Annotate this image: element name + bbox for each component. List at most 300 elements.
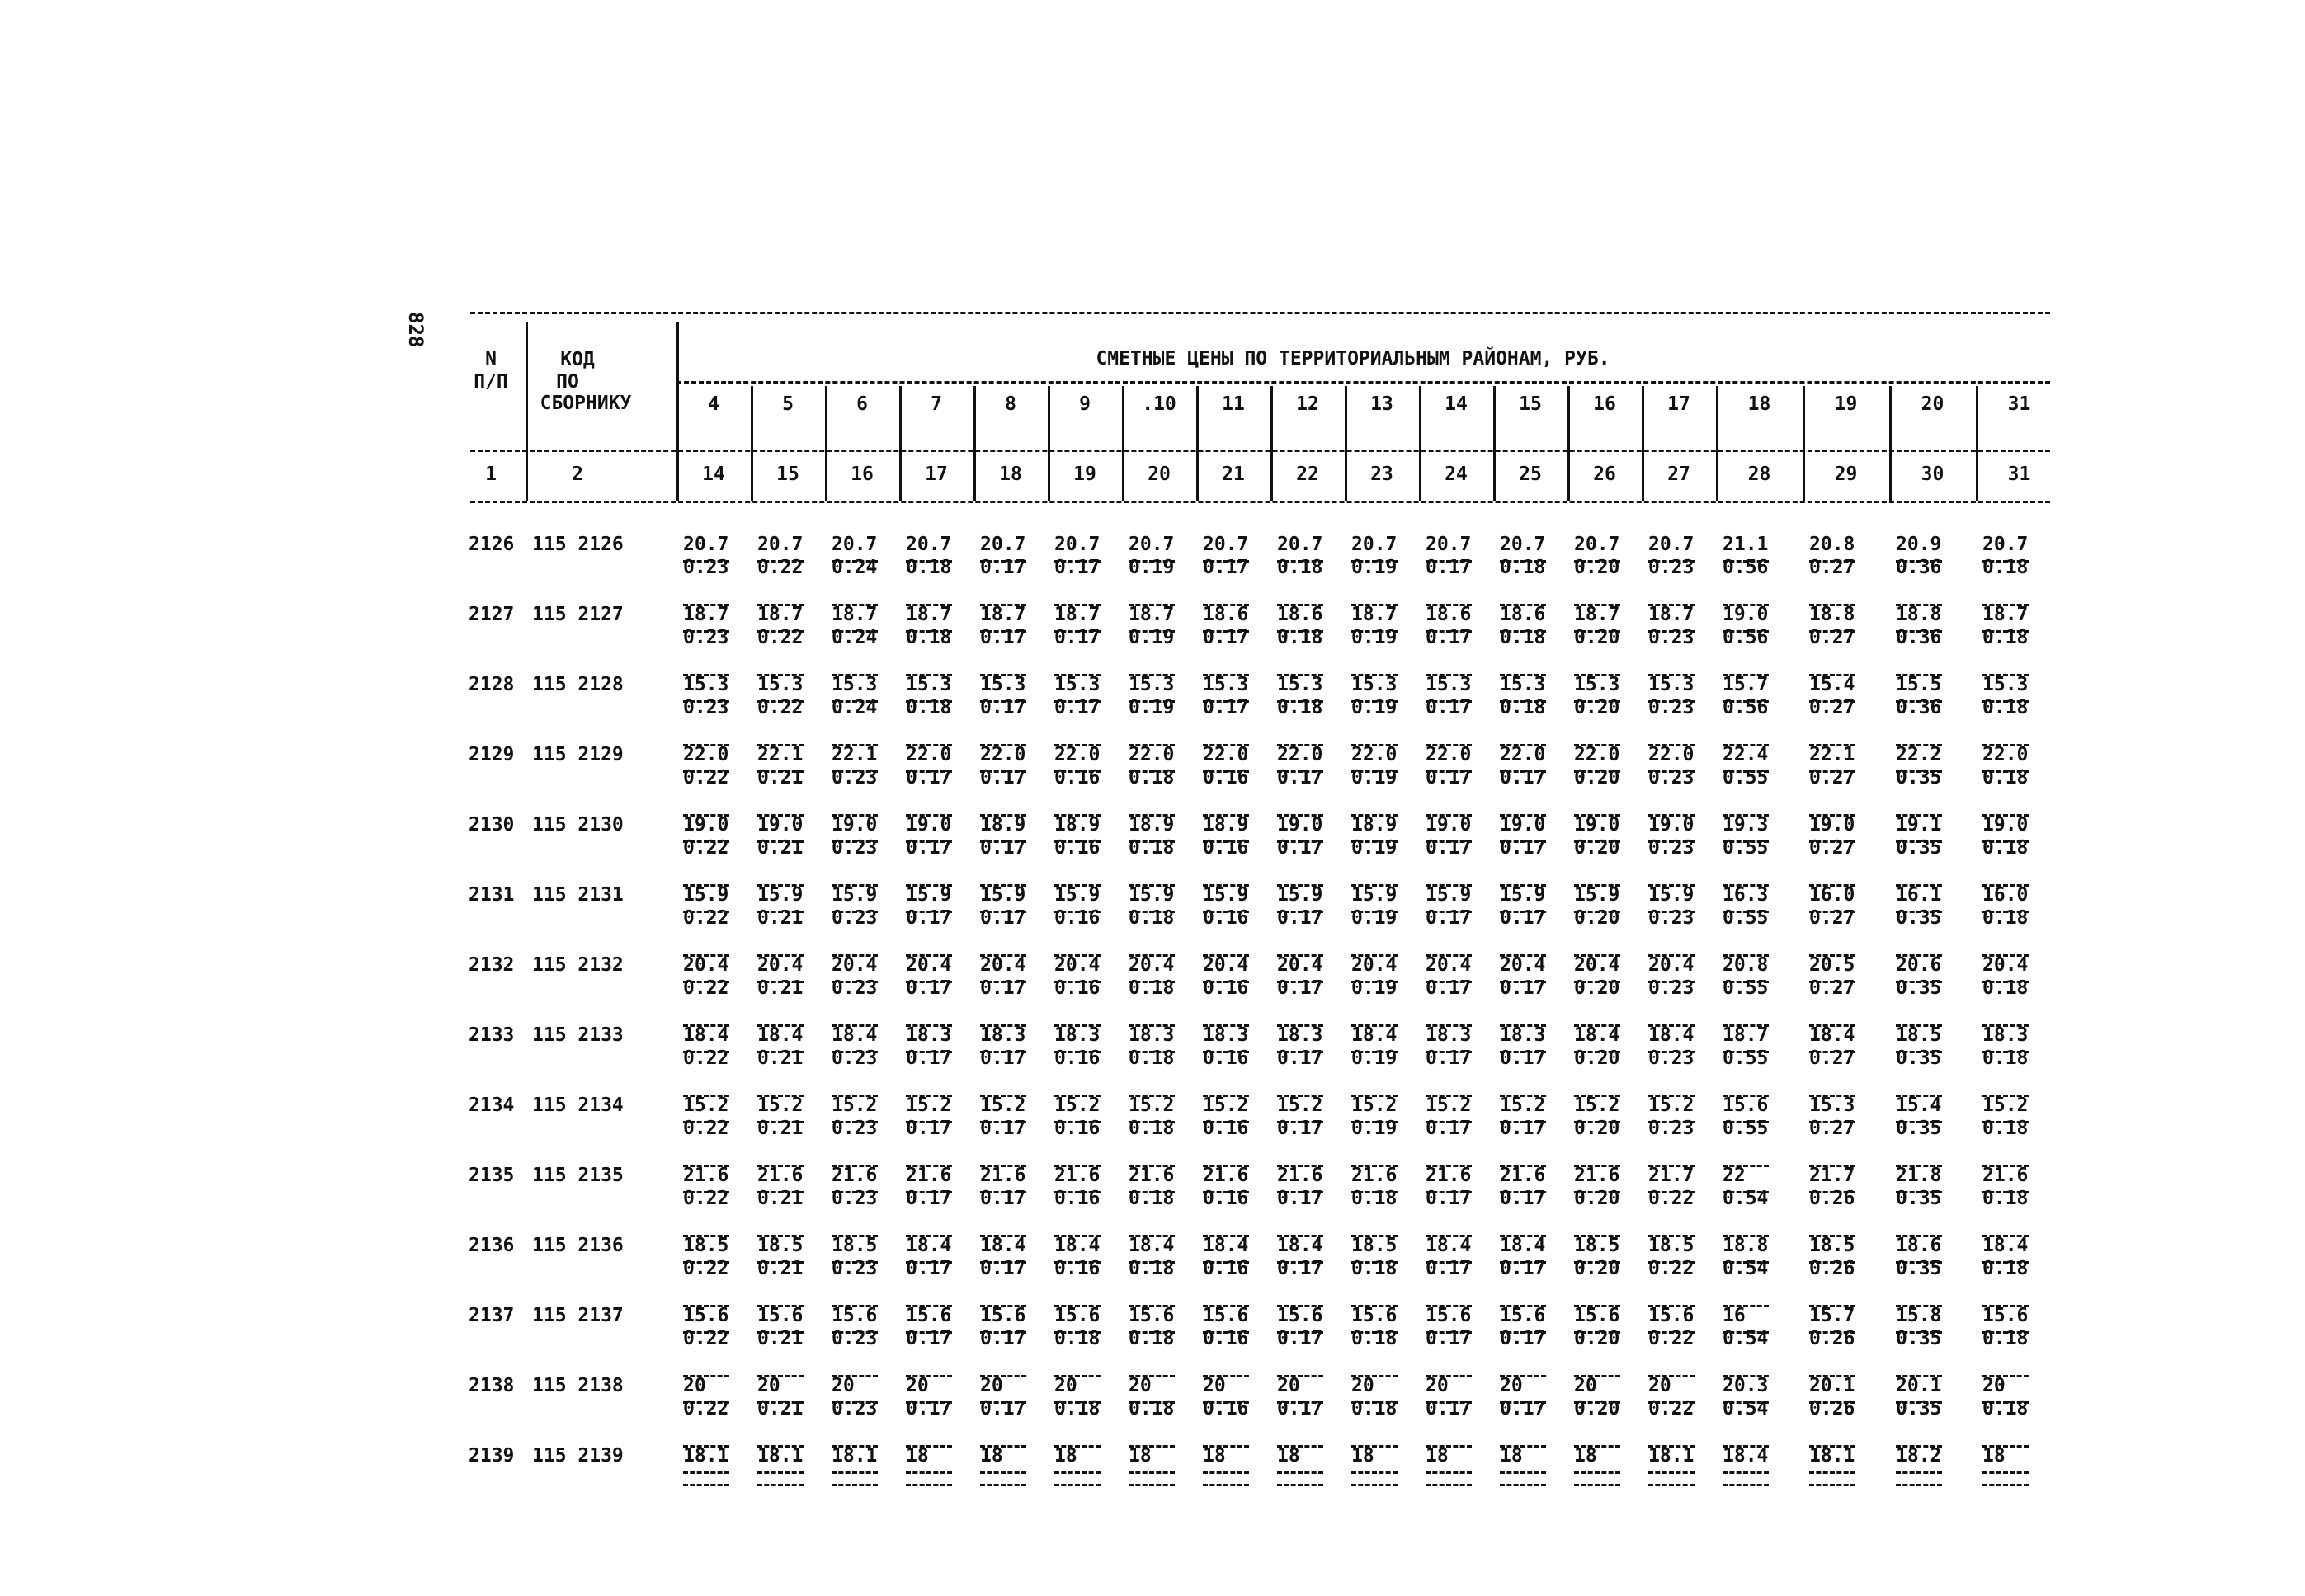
price-value: 18 — [1351, 1445, 1374, 1467]
price-value: 15.2 — [1982, 1095, 2029, 1116]
column-number: 26 — [1593, 464, 1616, 485]
fraction-rule — [1896, 1484, 1942, 1486]
price-value: 15.6 — [1723, 1095, 1769, 1116]
price-value: 0.18 — [1982, 1398, 2029, 1419]
price-value: 15.9 — [906, 884, 952, 906]
price-value: 18.5 — [1896, 1024, 1942, 1046]
price-value: 0.17 — [906, 1048, 952, 1069]
price-value: 18.5 — [1809, 1235, 1855, 1256]
price-value: 0.21 — [757, 767, 804, 789]
price-value: 0.55 — [1723, 977, 1769, 999]
fraction-rule — [683, 1471, 729, 1474]
price-value: 0.16 — [1203, 1048, 1249, 1069]
price-value: 15.4 — [1809, 674, 1855, 695]
price-value: 0.17 — [1426, 697, 1472, 718]
price-value: 20.4 — [683, 954, 729, 976]
price-value: 0.16 — [1054, 767, 1101, 789]
price-value: 15.4 — [1896, 1095, 1942, 1116]
price-value: 0.18 — [1277, 557, 1323, 578]
price-value: 0.22 — [757, 627, 804, 648]
price-value: 20 — [1426, 1375, 1449, 1396]
header-title: СМЕТНЫЕ ЦЕНЫ ПО ТЕРРИТОРИАЛЬНЫМ РАЙОНАМ, РУБ. — [1096, 348, 1610, 370]
region-number: 11 — [1222, 393, 1245, 415]
price-value: 0.18 — [1982, 697, 2029, 718]
fraction-rule — [1054, 1484, 1101, 1486]
price-value: 0.21 — [757, 1188, 804, 1209]
row-number: 2134 — [469, 1095, 515, 1116]
price-value: 0.17 — [1426, 767, 1472, 789]
price-value: 18.8 — [1809, 604, 1855, 625]
price-value: 20.7 — [832, 534, 878, 555]
price-value: 21.6 — [1500, 1165, 1546, 1186]
price-value: 15.2 — [1129, 1095, 1175, 1116]
price-value: 21.6 — [1203, 1165, 1249, 1186]
price-value: 0.17 — [1500, 907, 1546, 929]
price-value: 15.6 — [1351, 1305, 1398, 1326]
price-value: 18.7 — [1054, 604, 1101, 625]
price-value: 0.27 — [1809, 1048, 1855, 1069]
price-value: 20.6 — [1896, 954, 1942, 976]
price-value: 0.55 — [1723, 837, 1769, 859]
price-value: 0.18 — [1982, 557, 2029, 578]
price-value: 15.3 — [1809, 1095, 1855, 1116]
price-value: 0.17 — [1277, 907, 1323, 929]
price-value: 21.6 — [757, 1165, 804, 1186]
price-value: 0.17 — [1500, 1048, 1546, 1069]
price-value: 15.9 — [1129, 884, 1175, 906]
price-value: 0.18 — [1129, 1398, 1175, 1419]
price-value: 18.4 — [1982, 1235, 2029, 1256]
region-number: 5 — [782, 393, 794, 415]
price-value: 0.18 — [906, 557, 952, 578]
region-column-divider — [1976, 386, 1978, 501]
price-value: 15.3 — [1982, 674, 2029, 695]
price-value: 0.22 — [757, 557, 804, 578]
price-value: 0.17 — [1426, 1118, 1472, 1139]
price-value: 18 — [1500, 1445, 1523, 1467]
price-value: 18.4 — [1500, 1235, 1546, 1256]
price-value: 20 — [1648, 1375, 1671, 1396]
price-value: 0.21 — [757, 1118, 804, 1139]
column-number: 27 — [1667, 464, 1690, 485]
price-value: 22.0 — [980, 744, 1026, 765]
price-value: 15.9 — [683, 884, 729, 906]
column-number: 19 — [1073, 464, 1096, 485]
price-value: 15.3 — [1574, 674, 1620, 695]
price-value: 22 — [1723, 1165, 1746, 1186]
price-value: 15.6 — [1277, 1305, 1323, 1326]
column-number: 22 — [1296, 464, 1319, 485]
price-value: 15.6 — [1203, 1305, 1249, 1326]
region-column-divider — [1122, 386, 1124, 501]
region-number: 15 — [1519, 393, 1542, 415]
price-value: 0.18 — [1129, 837, 1175, 859]
price-value: 18.5 — [683, 1235, 729, 1256]
price-value: 0.17 — [1426, 627, 1472, 648]
price-value: 0.16 — [1203, 1398, 1249, 1419]
price-value: 0.19 — [1351, 767, 1398, 789]
price-value: 15.2 — [683, 1095, 729, 1116]
fraction-rule — [1500, 1484, 1546, 1486]
price-value: 0.18 — [1129, 767, 1175, 789]
fraction-rule — [906, 1484, 952, 1486]
price-value: 0.18 — [1277, 627, 1323, 648]
price-value: 18.4 — [906, 1235, 952, 1256]
price-value: 0.16 — [1203, 907, 1249, 929]
price-value: 0.19 — [1351, 837, 1398, 859]
price-value: 0.23 — [832, 1258, 878, 1279]
price-value: 15.9 — [1574, 884, 1620, 906]
price-value: 18.8 — [1896, 604, 1942, 625]
price-value: 0.54 — [1723, 1328, 1769, 1349]
price-value: 15.3 — [906, 674, 952, 695]
column-number: 16 — [851, 464, 874, 485]
region-column-divider — [1196, 386, 1199, 501]
price-value: 18.7 — [832, 604, 878, 625]
column-number: 25 — [1519, 464, 1542, 485]
price-value: 22.0 — [1426, 744, 1472, 765]
region-number: 4 — [708, 393, 719, 415]
price-value: 22.0 — [1351, 744, 1398, 765]
price-value: 0.22 — [683, 1118, 729, 1139]
price-value: 20 — [1500, 1375, 1523, 1396]
price-value: 0.17 — [906, 907, 952, 929]
price-value: 20.7 — [1351, 534, 1398, 555]
price-value: 0.23 — [832, 1118, 878, 1139]
price-value: 15.3 — [980, 674, 1026, 695]
price-value: 21.6 — [1054, 1165, 1101, 1186]
price-value: 0.18 — [1054, 1328, 1101, 1349]
price-value: 0.18 — [1982, 977, 2029, 999]
row-code: 115 2136 — [532, 1235, 624, 1256]
price-value: 15.3 — [1648, 674, 1695, 695]
price-value: 22.0 — [683, 744, 729, 765]
price-value: 15.9 — [1426, 884, 1472, 906]
price-value: 18.1 — [683, 1445, 729, 1467]
price-value: 0.17 — [1277, 1258, 1323, 1279]
price-value: 0.22 — [683, 1398, 729, 1419]
price-value: 0.20 — [1574, 1048, 1620, 1069]
price-value: 15.2 — [1426, 1095, 1472, 1116]
column-number: 23 — [1370, 464, 1393, 485]
region-number: 7 — [931, 393, 942, 415]
price-value: 0.35 — [1896, 1398, 1942, 1419]
price-value: 0.27 — [1809, 837, 1855, 859]
price-value: 20.7 — [757, 534, 804, 555]
fraction-rule — [1648, 1484, 1695, 1486]
price-value: 22.1 — [1809, 744, 1855, 765]
row-code: 115 2128 — [532, 674, 624, 695]
price-value: 0.16 — [1054, 1048, 1101, 1069]
price-value: 0.19 — [1351, 1118, 1398, 1139]
price-value: 0.22 — [683, 1258, 729, 1279]
region-number: 13 — [1370, 393, 1393, 415]
price-value: 15.2 — [1648, 1095, 1695, 1116]
price-value: 15.3 — [1500, 674, 1546, 695]
price-value: 0.35 — [1896, 1048, 1942, 1069]
price-value: 0.23 — [1648, 977, 1695, 999]
price-value: 0.17 — [980, 907, 1026, 929]
price-value: 0.17 — [1426, 907, 1472, 929]
fraction-rule — [1203, 1484, 1249, 1486]
price-value: 18.4 — [757, 1024, 804, 1046]
price-value: 0.18 — [1129, 1188, 1175, 1209]
price-value: 0.35 — [1896, 907, 1942, 929]
row-code: 115 2131 — [532, 884, 624, 906]
fraction-rule — [980, 1484, 1026, 1486]
price-value: 0.16 — [1203, 1328, 1249, 1349]
price-value: 0.20 — [1574, 1328, 1620, 1349]
row-code: 115 2130 — [532, 814, 624, 836]
price-value: 0.17 — [1426, 977, 1472, 999]
price-value: 0.56 — [1723, 627, 1769, 648]
price-value: 15.2 — [980, 1095, 1026, 1116]
price-value: 18.3 — [1426, 1024, 1472, 1046]
price-value: 0.17 — [1426, 1398, 1472, 1419]
row-number: 2128 — [469, 674, 515, 695]
price-value: 0.20 — [1574, 557, 1620, 578]
price-value: 20.4 — [980, 954, 1026, 976]
page-number: 828 — [404, 312, 427, 348]
price-value: 0.56 — [1723, 557, 1769, 578]
price-value: 0.18 — [1982, 627, 2029, 648]
price-value: 18.3 — [1054, 1024, 1101, 1046]
price-value: 15.6 — [1982, 1305, 2029, 1326]
price-value: 20 — [1982, 1375, 2006, 1396]
price-value: 0.19 — [1129, 627, 1175, 648]
price-value: 20.7 — [1574, 534, 1620, 555]
price-value: 0.18 — [1500, 557, 1546, 578]
price-value: 15.3 — [1351, 674, 1398, 695]
price-value: 0.17 — [1277, 1118, 1323, 1139]
price-value: 18.6 — [1426, 604, 1472, 625]
row-number: 2135 — [469, 1165, 515, 1186]
price-value: 18.3 — [1129, 1024, 1175, 1046]
price-value: 18 — [1129, 1445, 1152, 1467]
price-value: 21.6 — [1129, 1165, 1175, 1186]
price-value: 0.55 — [1723, 767, 1769, 789]
price-value: 0.17 — [980, 1118, 1026, 1139]
region-number: 6 — [856, 393, 868, 415]
price-value: 18 — [906, 1445, 929, 1467]
price-value: 0.17 — [1500, 767, 1546, 789]
column-number: 17 — [925, 464, 948, 485]
price-value: 0.23 — [832, 767, 878, 789]
price-value: 0.17 — [1500, 977, 1546, 999]
price-value: 19.1 — [1896, 814, 1942, 836]
price-value: 0.22 — [683, 767, 729, 789]
price-value: 0.23 — [832, 1398, 878, 1419]
fraction-rule — [1129, 1484, 1175, 1486]
price-value: 20.7 — [1500, 534, 1546, 555]
price-value: 0.17 — [980, 767, 1026, 789]
column-number: 30 — [1921, 464, 1944, 485]
price-value: 0.16 — [1054, 977, 1101, 999]
header-num-label: П/П — [474, 371, 508, 393]
price-value: 15.3 — [1277, 674, 1323, 695]
fraction-rule — [1809, 1484, 1855, 1486]
row-number: 2127 — [469, 604, 515, 625]
price-value: 0.23 — [683, 697, 729, 718]
price-value: 0.22 — [683, 907, 729, 929]
price-value: 0.17 — [906, 767, 952, 789]
price-value: 0.21 — [757, 1328, 804, 1349]
price-value: 0.20 — [1574, 1398, 1620, 1419]
price-value: 0.21 — [757, 977, 804, 999]
row-number: 2129 — [469, 744, 515, 765]
price-value: 22.0 — [1500, 744, 1546, 765]
price-value: 0.22 — [683, 977, 729, 999]
price-value: 15.6 — [1648, 1305, 1695, 1326]
price-value: 0.55 — [1723, 1048, 1769, 1069]
price-value: 18.7 — [980, 604, 1026, 625]
row-number: 2133 — [469, 1024, 515, 1046]
price-value: 18 — [1426, 1445, 1449, 1467]
price-value: 0.16 — [1203, 1118, 1249, 1139]
column-number: 18 — [999, 464, 1022, 485]
price-value: 0.19 — [1351, 907, 1398, 929]
price-value: 0.20 — [1574, 627, 1620, 648]
row-code: 115 2134 — [532, 1095, 624, 1116]
price-value: 0.20 — [1574, 907, 1620, 929]
fraction-rule — [1426, 1471, 1472, 1474]
fraction-rule — [757, 1471, 804, 1474]
price-value: 20.4 — [1426, 954, 1472, 976]
price-value: 20.7 — [1982, 534, 2029, 555]
price-value: 0.17 — [906, 1328, 952, 1349]
price-value: 15.2 — [1351, 1095, 1398, 1116]
price-value: 0.18 — [1351, 1328, 1398, 1349]
price-value: 20.7 — [1054, 534, 1101, 555]
price-value: 0.20 — [1574, 1118, 1620, 1139]
fraction-rule — [1351, 1471, 1398, 1474]
price-value: 16.0 — [1982, 884, 2029, 906]
price-value: 20.1 — [1896, 1375, 1942, 1396]
region-number: 14 — [1445, 393, 1468, 415]
price-value: 0.23 — [1648, 1118, 1695, 1139]
region-column-divider — [973, 386, 976, 501]
price-value: 15.9 — [1351, 884, 1398, 906]
price-value: 18.7 — [906, 604, 952, 625]
region-number: 18 — [1747, 393, 1771, 415]
price-value: 21.8 — [1896, 1165, 1942, 1186]
price-value: 15.9 — [1277, 884, 1323, 906]
price-value: 20 — [1351, 1375, 1374, 1396]
price-value: 18 — [980, 1445, 1003, 1467]
title-rule — [676, 381, 2050, 384]
price-value: 15.2 — [1277, 1095, 1323, 1116]
price-value: 0.17 — [980, 1188, 1026, 1209]
row-number: 2136 — [469, 1235, 515, 1256]
price-value: 21.6 — [1982, 1165, 2029, 1186]
price-value: 18.5 — [757, 1235, 804, 1256]
price-value: 0.23 — [1648, 767, 1695, 789]
fraction-rule — [832, 1484, 878, 1486]
price-value: 21.6 — [683, 1165, 729, 1186]
price-value: 15.9 — [832, 884, 878, 906]
price-value: 19.0 — [1723, 604, 1769, 625]
price-value: 0.27 — [1809, 977, 1855, 999]
price-value: 0.20 — [1574, 1258, 1620, 1279]
region-column-divider — [899, 386, 902, 501]
price-value: 0.27 — [1809, 697, 1855, 718]
price-value: 21.6 — [832, 1165, 878, 1186]
price-value: 19.0 — [1809, 814, 1855, 836]
price-value: 0.17 — [980, 1328, 1026, 1349]
fraction-rule — [1277, 1484, 1323, 1486]
price-value: 15.6 — [906, 1305, 952, 1326]
price-value: 15.6 — [1500, 1305, 1546, 1326]
price-value: 0.35 — [1896, 977, 1942, 999]
price-value: 20.4 — [1351, 954, 1398, 976]
fraction-rule — [1129, 1471, 1175, 1474]
price-value: 0.23 — [832, 1188, 878, 1209]
price-value: 0.19 — [1351, 1048, 1398, 1069]
row-code: 115 2129 — [532, 744, 624, 765]
price-value: 18.1 — [757, 1445, 804, 1467]
price-value: 0.55 — [1723, 907, 1769, 929]
price-value: 15.2 — [757, 1095, 804, 1116]
price-value: 0.17 — [980, 1398, 1026, 1419]
price-value: 0.18 — [1129, 977, 1175, 999]
price-value: 19.0 — [1500, 814, 1546, 836]
price-value: 0.35 — [1896, 767, 1942, 789]
row-number: 2132 — [469, 954, 515, 976]
price-value: 18.1 — [1809, 1445, 1855, 1467]
price-value: 0.18 — [1982, 1258, 2029, 1279]
price-value: 18.4 — [980, 1235, 1026, 1256]
price-value: 0.21 — [757, 1398, 804, 1419]
fraction-rule — [1648, 1471, 1695, 1474]
fraction-rule — [1982, 1484, 2029, 1486]
price-value: 18.6 — [1500, 604, 1546, 625]
price-value: 20.4 — [1129, 954, 1175, 976]
price-value: 18.9 — [1351, 814, 1398, 836]
price-value: 18.9 — [1129, 814, 1175, 836]
price-value: 0.18 — [1982, 837, 2029, 859]
price-value: 0.20 — [1574, 767, 1620, 789]
price-value: 20.4 — [1054, 954, 1101, 976]
price-value: 0.16 — [1054, 1188, 1101, 1209]
price-value: 0.17 — [980, 977, 1026, 999]
price-value: 19.0 — [906, 814, 952, 836]
price-value: 20.8 — [1723, 954, 1769, 976]
price-value: 18 — [1203, 1445, 1226, 1467]
price-value: 21.6 — [1574, 1165, 1620, 1186]
price-value: 0.27 — [1809, 557, 1855, 578]
price-value: 0.17 — [980, 627, 1026, 648]
price-value: 0.17 — [1426, 557, 1472, 578]
price-value: 0.18 — [1500, 697, 1546, 718]
price-value: 0.16 — [1203, 977, 1249, 999]
price-value: 15.9 — [1648, 884, 1695, 906]
price-value: 18.7 — [1574, 604, 1620, 625]
row-number: 2137 — [469, 1305, 515, 1326]
price-value: 0.18 — [1982, 907, 2029, 929]
price-value: 18.8 — [1723, 1235, 1769, 1256]
price-value: 18.4 — [1648, 1024, 1695, 1046]
price-value: 20 — [1277, 1375, 1300, 1396]
price-value: 0.26 — [1809, 1328, 1855, 1349]
price-value: 18.6 — [1203, 604, 1249, 625]
price-value: 15.3 — [1129, 674, 1175, 695]
price-value: 0.17 — [1500, 837, 1546, 859]
price-value: 0.21 — [757, 837, 804, 859]
price-value: 18 — [1982, 1445, 2006, 1467]
price-value: 0.17 — [980, 697, 1026, 718]
price-value: 15.6 — [1054, 1305, 1101, 1326]
region-number: 20 — [1921, 393, 1944, 415]
